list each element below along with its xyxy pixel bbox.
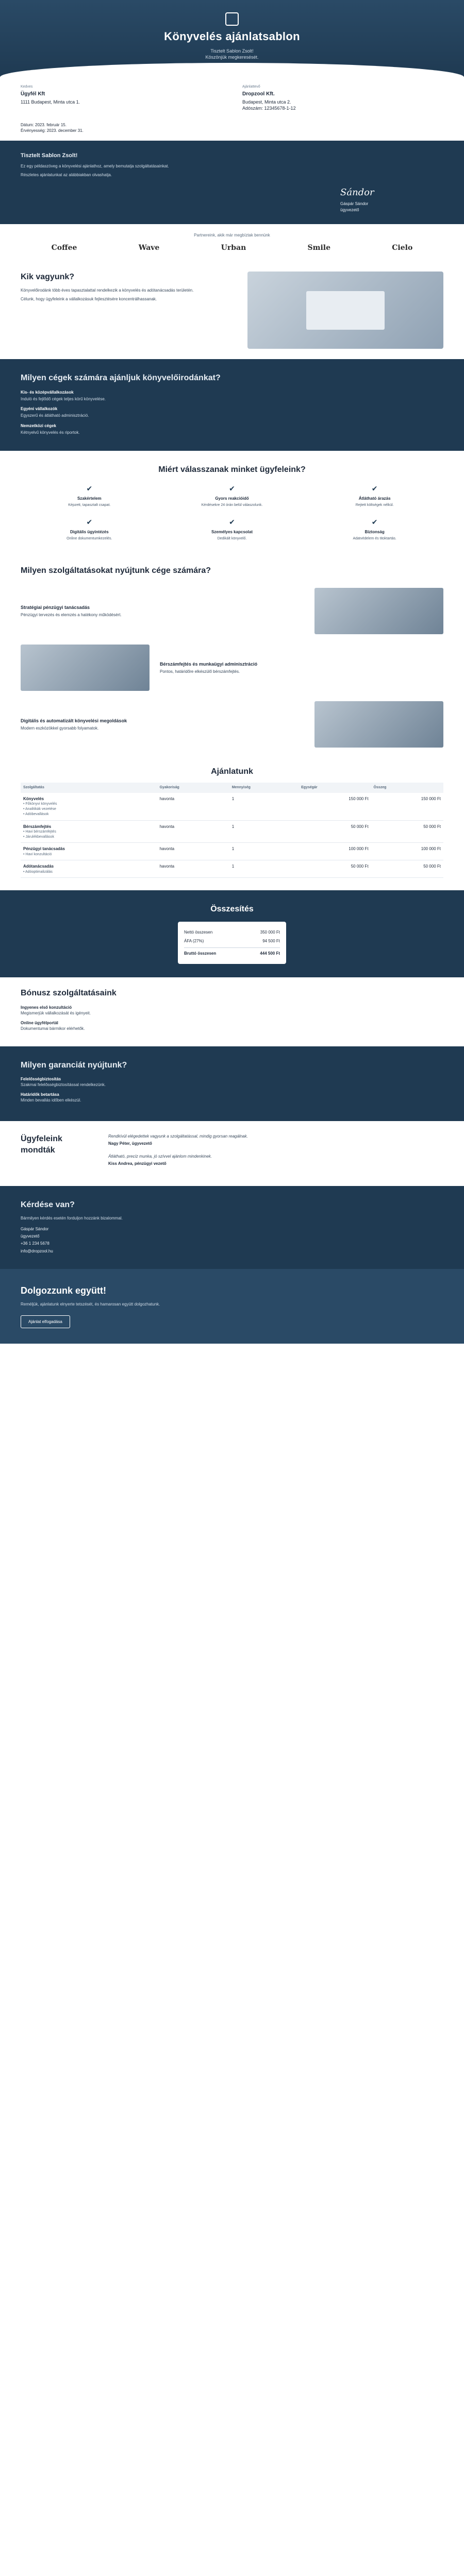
signature-row [21, 184, 443, 213]
reason-title: Digitális ügyintézés [70, 529, 109, 534]
offer-header: Összeg [371, 783, 443, 793]
client-block [21, 84, 222, 112]
target-item-title: Kis- és középvállalkozások [21, 389, 74, 395]
service-desc: Pontos, határidőre elkészülő bérszámfejtés. [160, 669, 240, 674]
offer-item-bullets [23, 852, 155, 857]
intro-section [0, 141, 464, 224]
offer-table [21, 783, 443, 878]
table-row [21, 860, 443, 878]
target-section [0, 359, 464, 451]
about-text [21, 272, 236, 349]
testimonial-quote: Rendkívül elégedettek vagyunk a szolgáltatással, mindig gyorsan reagálnak. [108, 1133, 248, 1139]
partner-logo: Cielo [392, 243, 413, 252]
reason-item [26, 484, 153, 508]
closing-paragraph: Reméljük, ajánlatunk elnyerte tetszését, és hamarosan együtt dolgozhatunk. [21, 1301, 160, 1307]
about-paragraph-1: Könyvelőirodánk több éves tapasztalattal rendelkezik a könyvelés és adótanácsadás területén. [21, 287, 194, 293]
total-gross-label: Bruttó összesen [184, 951, 217, 956]
target-item [21, 389, 443, 402]
bonus-item-desc: Megismerjük vállalkozását és igényeit. [21, 1010, 91, 1015]
reason-item [169, 517, 296, 541]
offer-date: Dátum: 2023. február 15. [21, 122, 67, 127]
reasons-title: Miért válasszanak minket ügyfeleink? [158, 465, 306, 474]
check-icon: ✔ [371, 517, 378, 526]
offer-item-name: Adótanácsadás [23, 864, 54, 869]
total-row [184, 928, 280, 937]
logo-icon [225, 12, 239, 26]
offer-item-freq: havonta [157, 860, 229, 878]
target-item-title: Nemzetközi cégek [21, 423, 56, 428]
contact-name: Gáspár Sándor [21, 1227, 49, 1231]
total-section [0, 890, 464, 977]
bonus-item [21, 1020, 443, 1031]
provider-label: Ajánlattevő [242, 85, 260, 89]
reason-desc: Rejtett költségek nélkül. [355, 503, 394, 507]
table-row [21, 793, 443, 820]
offer-header: Szolgáltatás [21, 783, 157, 793]
service-desc: Modern eszközökkel gyorsabb folyamatok. [21, 726, 99, 731]
offer-item-sum: 100 000 Ft [371, 843, 443, 860]
contact-role: ügyvezető [21, 1234, 40, 1239]
partner-logo: Smile [307, 243, 330, 252]
offer-bullet: • Havi bérszámfejtés [23, 829, 155, 835]
contact-block [21, 1226, 443, 1254]
bonus-item-desc: Dokumentumai bármikor elérhetők. [21, 1026, 85, 1031]
reason-title: Gyors reakcióidő [215, 496, 249, 501]
guarantee-title: Milyen garanciát nyújtunk? [21, 1060, 127, 1070]
reason-desc: Kérdésekre 24 órán belül válaszolunk. [201, 503, 263, 507]
offer-title: Ajánlatunk [211, 767, 253, 776]
table-row [21, 843, 443, 860]
offer-item-freq: havonta [157, 820, 229, 843]
check-icon: ✔ [229, 484, 235, 493]
reason-desc: Képzett, tapasztalt csapat. [68, 503, 111, 507]
table-row [21, 820, 443, 843]
offer-item-qty: 1 [229, 793, 299, 820]
guarantee-item-title: Határidők betartása [21, 1092, 59, 1097]
contact-phone[interactable]: +36 1 234 5678 [21, 1241, 49, 1246]
partner-logo: Coffee [51, 243, 77, 252]
reason-desc: Dedikált könyvelő. [217, 536, 247, 540]
testimonial [108, 1154, 443, 1166]
reason-item [311, 484, 438, 508]
guarantee-item-desc: Minden bevallás időben elkészül. [21, 1098, 81, 1103]
service-title: Stratégiai pénzügyi tanácsadás [21, 604, 90, 610]
total-gross: 444 500 Ft [260, 951, 280, 956]
testimonial-quote: Átlátható, precíz munka, jó szívvel ajánlom mindenkinek. [108, 1154, 212, 1159]
contact-email[interactable]: info@dropzool.hu [21, 1248, 53, 1253]
bonus-item [21, 1005, 443, 1016]
check-icon: ✔ [86, 484, 93, 493]
offer-item-name: Bérszámfejtés [23, 824, 52, 829]
offer-item-price: 50 000 Ft [299, 820, 371, 843]
target-title: Milyen cégek számára ajánljuk könyvelőirodánkat? [21, 374, 221, 383]
offer-item-freq: havonta [157, 793, 229, 820]
signature [340, 184, 443, 213]
client-label: Kedves [21, 85, 33, 89]
testimonial-author: Nagy Péter, ügyvezető [108, 1141, 152, 1146]
offer-bullet: • Analitikák vezetése [23, 807, 155, 812]
service-image [21, 645, 150, 691]
offer-bullet: • Járulékbevallások [23, 835, 155, 840]
offer-bullet: • Havi konzultáció [23, 852, 155, 857]
bonus-title: Bónusz szolgáltatásaink [21, 989, 117, 998]
about-paragraph-2: Célunk, hogy ügyfeleink a vállalkozásuk fejlesztésére koncentrálhassanak. [21, 297, 157, 302]
reason-item [26, 517, 153, 541]
signature-title: ügyvezető [340, 207, 359, 212]
intro-heading: Tisztelt Sablon Zsolt! [21, 152, 78, 159]
partners-title: Partnereink, akik már megbíztak bennünk [194, 232, 270, 238]
client-address: 1111 Budapest, Minta utca 1. [21, 99, 80, 105]
intro-paragraph-1: Ez egy példaszöveg a könyvelési ajánlathoz, amely bemutatja szolgáltatásainkat. [21, 163, 169, 168]
partners-section [0, 224, 464, 262]
check-icon: ✔ [371, 484, 378, 493]
reason-item [311, 517, 438, 541]
questions-title: Kérdése van? [21, 1200, 75, 1210]
guarantee-item [21, 1092, 443, 1103]
service-row [0, 639, 464, 696]
testimonial-author: Kiss Andrea, pénzügyi vezető [108, 1161, 167, 1166]
offer-item-name: Könyvelés [23, 796, 44, 802]
provider-tax: Adószám: 12345678-1-12 [242, 106, 296, 111]
total-row [184, 947, 280, 958]
about-photo [247, 272, 443, 349]
service-image [314, 701, 443, 748]
total-row [184, 937, 280, 945]
target-item-title: Egyéni vállalkozók [21, 406, 58, 412]
provider-block [242, 84, 443, 112]
bonus-section [0, 977, 464, 1046]
meta [0, 119, 464, 141]
testimonial-list [108, 1133, 443, 1174]
reason-desc: Online dokumentumkezelés. [67, 536, 112, 540]
provider-name: Dropzool Kft. [242, 91, 275, 97]
offer-item-price: 50 000 Ft [299, 860, 371, 878]
total-card [178, 922, 286, 964]
check-icon: ✔ [229, 517, 235, 526]
offer-header: Gyakoriság [157, 783, 229, 793]
offer-item-bullets [23, 870, 155, 875]
accept-offer-button[interactable]: Ajánlat elfogadása [21, 1315, 70, 1328]
partner-logo: Wave [138, 243, 160, 252]
offer-bullet: • Adóbevallások [23, 812, 155, 817]
service-text [21, 718, 304, 732]
offer-item-qty: 1 [229, 820, 299, 843]
offer-item-bullets [23, 829, 155, 840]
target-item [21, 423, 443, 435]
services-title: Milyen szolgáltatásokat nyújtunk cége számára? [21, 566, 211, 575]
guarantee-item [21, 1076, 443, 1088]
reasons-grid [0, 484, 464, 551]
target-item-desc: Egyszerű és átlátható adminisztráció. [21, 413, 89, 418]
bonus-item-title: Ingyenes első konzultáció [21, 1005, 72, 1010]
provider-address: Budapest, Minta utca 2. [242, 99, 291, 105]
total-net-label: Nettó összesen [184, 929, 213, 935]
about-section [0, 261, 464, 359]
offer-item-price: 100 000 Ft [299, 843, 371, 860]
offer-item-sum: 50 000 Ft [371, 820, 443, 843]
offer-item-freq: havonta [157, 843, 229, 860]
offer-validity: Érvényesség: 2023. december 31. [21, 128, 84, 133]
offer-header: Mennyiség [229, 783, 299, 793]
service-row [0, 583, 464, 639]
total-title: Összesítés [210, 905, 254, 914]
guarantee-section [0, 1046, 464, 1121]
guarantee-item-title: Felelősségbiztosítás [21, 1076, 61, 1081]
signature-name: Gáspár Sándor [340, 201, 369, 207]
page-title: Könyvelés ajánlatsablon [164, 30, 300, 43]
client-name: Ügyfél Kft [21, 91, 45, 97]
service-title: Bérszámfejtés és munkaügyi adminisztráció [160, 661, 258, 667]
offer-item-qty: 1 [229, 843, 299, 860]
offer-item-price: 150 000 Ft [299, 793, 371, 820]
partner-logo: Urban [221, 243, 246, 252]
testimonials-title: Ügyfeleink mondták [21, 1134, 62, 1155]
service-title: Digitális és automatizált könyvelési megoldások [21, 718, 127, 723]
services-section [0, 565, 464, 753]
hero-line-1: Tisztelt Sablon Zsolt! [210, 48, 254, 54]
questions-section [0, 1186, 464, 1268]
service-image [314, 588, 443, 634]
service-row [0, 696, 464, 753]
intro-paragraph-2: Részletes ajánlatunkat az alábbiakban olvashatja. [21, 172, 112, 177]
offer-item-sum: 150 000 Ft [371, 793, 443, 820]
target-item-desc: Induló és fejlődő cégek teljes körű könyvelése. [21, 397, 106, 402]
offer-item-qty: 1 [229, 860, 299, 878]
testimonials-section [0, 1121, 464, 1187]
reason-item [169, 484, 296, 508]
hero-line-2: Köszönjük megkeresését. [205, 55, 259, 60]
questions-paragraph: Bármilyen kérdés esetén forduljon hozzánk bizalommal. [21, 1215, 123, 1221]
offer-header: Egységár [299, 783, 371, 793]
reason-desc: Adatvédelem és titoktartás. [353, 536, 396, 540]
total-vat-label: ÁFA (27%) [184, 939, 204, 944]
reason-title: Szakértelem [77, 496, 102, 501]
signature-scribble: Sándor [340, 187, 374, 198]
testimonial [108, 1133, 443, 1146]
offer-item-name: Pénzügyi tanácsadás [23, 846, 65, 852]
total-net: 350 000 Ft [260, 929, 280, 935]
target-item [21, 406, 443, 418]
service-desc: Pénzügyi tervezés és elemzés a hatékony működésért. [21, 613, 122, 618]
parties [0, 77, 464, 119]
offer-item-bullets [23, 802, 155, 817]
partner-logos [21, 243, 443, 253]
offer-bullet: • Adóoptimalizálás [23, 870, 155, 875]
offer-item-sum: 50 000 Ft [371, 860, 443, 878]
offer-bullet: • Főkönyvi könyvelés [23, 802, 155, 807]
total-vat: 94 500 Ft [262, 939, 280, 944]
reason-title: Biztonság [364, 529, 385, 534]
service-text [160, 661, 443, 675]
check-icon: ✔ [86, 517, 93, 526]
closing-title: Dolgozzunk együtt! [21, 1285, 106, 1296]
reason-title: Személyes kapcsolat [211, 529, 253, 534]
service-text [21, 604, 304, 618]
guarantee-item-desc: Szakmai felelősségbiztosítással rendelkezünk. [21, 1082, 106, 1088]
target-item-desc: Kétnyelvű könyvelés és riportok. [21, 430, 80, 435]
bonus-item-title: Online ügyfélportál [21, 1021, 58, 1026]
about-title: Kik vagyunk? [21, 273, 75, 282]
reason-title: Átlátható árazás [358, 496, 391, 501]
offer-header-row [21, 783, 443, 793]
closing-section [0, 1269, 464, 1344]
